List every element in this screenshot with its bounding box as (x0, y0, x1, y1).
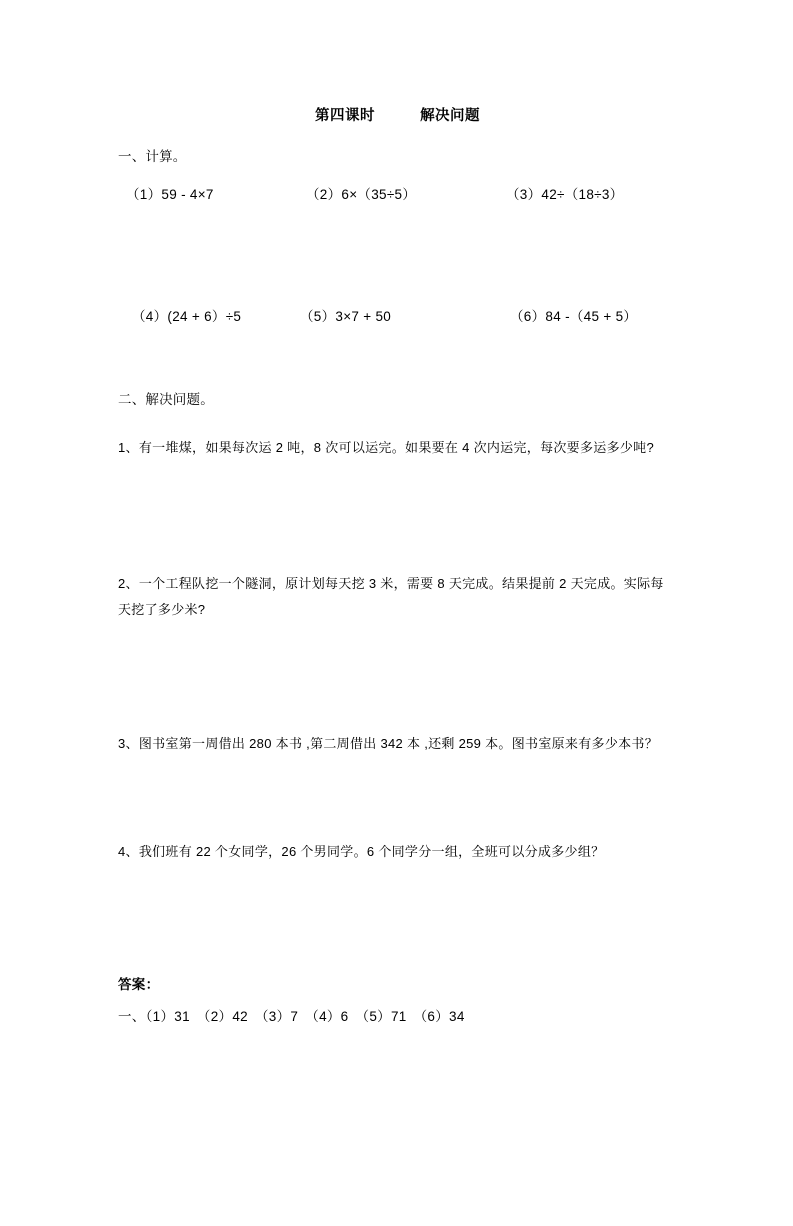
worksheet-page (0, 104, 793, 1226)
answer-line-1: 一、（1）31 （2）42 （3）7 （4）6 （5）71 （6）34 (118, 1009, 465, 1024)
section-heading-calculation: 一、计算。 (118, 149, 187, 164)
calc-item-3: （3）42÷（18÷3） (506, 187, 624, 202)
word-problem-4: 4、我们班有 22 个女同学，26 个男同学。6 个同学分一组，全班可以分成多少组？ (118, 844, 605, 859)
calc-item-6: （6）84 -（45 + 5） (510, 309, 638, 324)
calc-item-5: （5）3×7 + 50 (300, 309, 392, 324)
calc-item-4: （4）(24 + 6）÷5 (132, 309, 242, 324)
word-problem-3: 3、图书室第一周借出 280 本书 ,第二周借出 342 本 ,还剩 259 本。图书室原来有多少本书？ (118, 736, 659, 751)
calc-item-1: （1）59 - 4×7 (126, 187, 214, 202)
calc-item-2: （2）6×（35÷5） (306, 187, 417, 202)
page-title-sub: 解决问题 (420, 108, 481, 124)
page-title-main: 第四课时 (315, 108, 375, 124)
calculation-row-1 (118, 183, 675, 201)
calculation-row-2 (118, 305, 675, 323)
section-heading-word-problems: 二、解决问题。 (118, 392, 214, 407)
word-problem-1: 1、有一堆煤，如果每次运 2 吨，8 次可以运完。如果要在 4 次内运完，每次要多运多少吨? (118, 440, 655, 455)
page-title (118, 104, 675, 125)
answer-section-heading: 答案： (118, 977, 160, 992)
word-problem-2: 2、一个工程队挖一个隧洞，原计划每天挖 3 米，需要 8 天完成。结果提前 2 天完成。实际每天挖了多少米? (118, 576, 664, 617)
